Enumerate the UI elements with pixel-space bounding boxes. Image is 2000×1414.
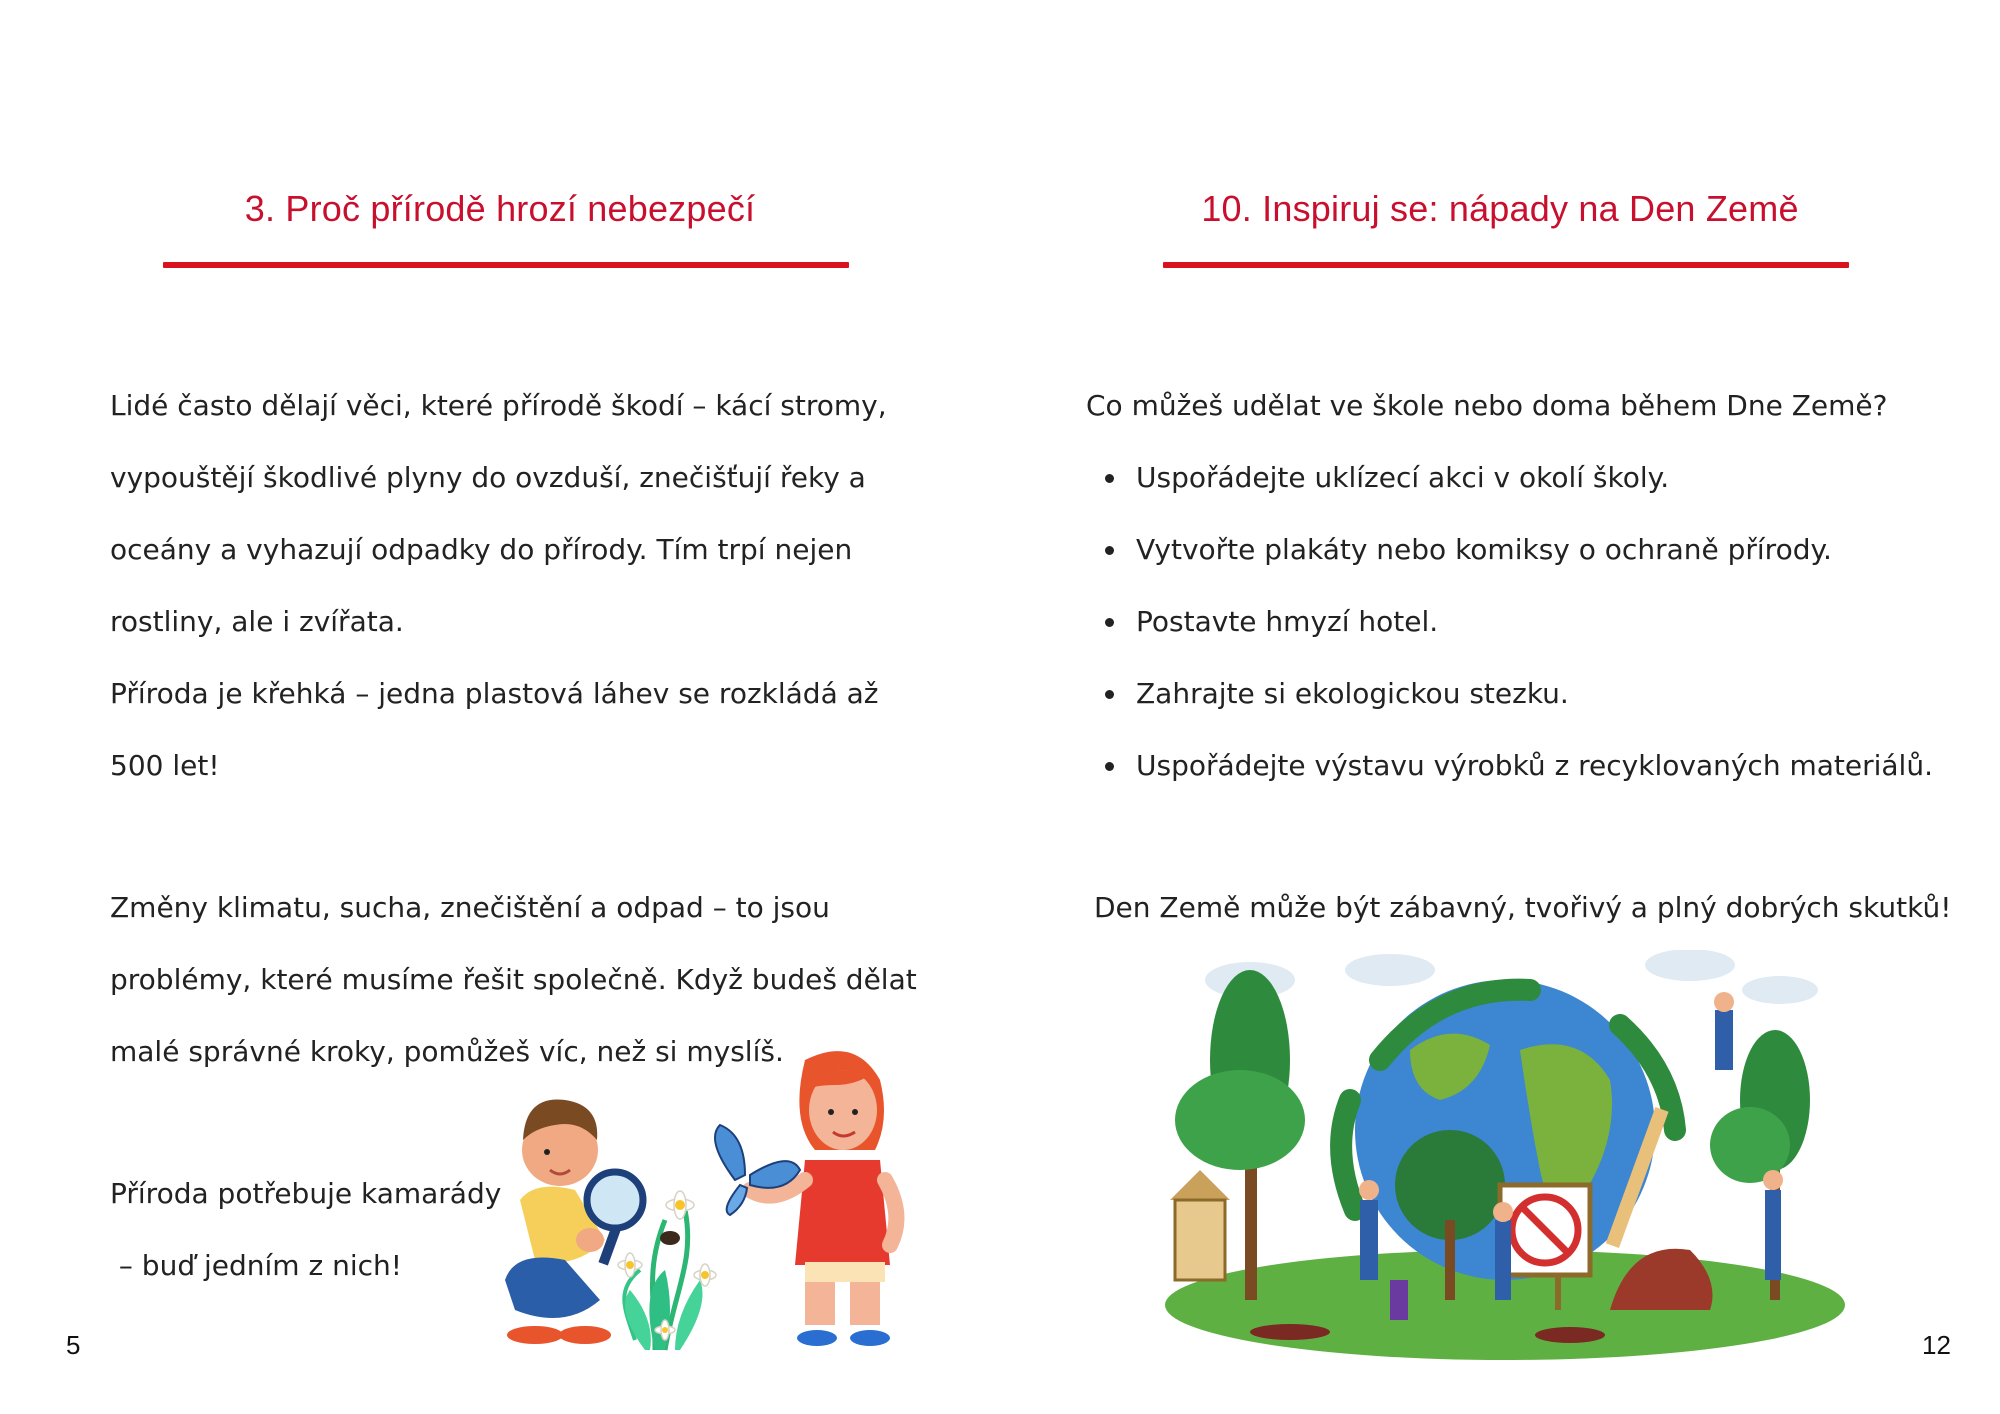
bullet-icon xyxy=(1105,546,1114,555)
list-item-text: Uspořádejte výstavu výrobků z recyklovaných materiálů. xyxy=(1136,749,1933,782)
list-item-text: Postavte hmyzí hotel. xyxy=(1136,605,1439,638)
paragraph-line: oceány a vyhazují odpadky do přírody. Tím trpí nejen xyxy=(110,533,853,566)
paragraph-line: 500 let! xyxy=(110,749,220,782)
bullet-icon xyxy=(1105,618,1114,627)
paragraph-line: – buď jedním z nich! xyxy=(110,1249,402,1282)
bullet-icon xyxy=(1105,474,1114,483)
bullet-icon xyxy=(1105,690,1114,699)
list-item-text: Vytvořte plakáty nebo komiksy o ochraně přírody. xyxy=(1136,533,1832,566)
page-title: 10. Inspiruj se: nápady na Den Země xyxy=(1201,188,1799,229)
page-number: 12 xyxy=(1922,1330,1951,1360)
title-underline xyxy=(1163,262,1849,268)
paragraph-line: Změny klimatu, sucha, znečištění a odpad – to jsou xyxy=(110,891,830,924)
girl-with-butterfly xyxy=(715,1051,896,1346)
closing-text: Den Země může být zábavný, tvořivý a plný dobrých skutků! xyxy=(1094,891,1952,924)
paragraph-line: Lidé často dělají věci, které přírodě škodí – kácí stromy, xyxy=(110,389,887,422)
intro-text: Co můžeš udělat ve škole nebo doma během Dne Země? xyxy=(1086,389,1888,422)
paragraph-line: vypouštějí škodlivé plyny do ovzduší, znečišťují řeky a xyxy=(110,461,866,494)
kids-exploring-nature-illustration xyxy=(505,1040,935,1360)
list-item-text: Uspořádejte uklízecí akci v okolí školy. xyxy=(1136,461,1670,494)
page-number: 5 xyxy=(66,1330,81,1360)
paragraph-line: malé správné kroky, pomůžeš víc, než si myslíš. xyxy=(110,1035,784,1068)
earth-day-illustration xyxy=(1150,950,1870,1360)
title-underline xyxy=(163,262,849,268)
paragraph-line: problémy, které musíme řešit společně. Když budeš dělat xyxy=(110,963,917,996)
bullet-icon xyxy=(1105,762,1114,771)
paragraph-line: Příroda je křehká – jedna plastová láhev se rozkládá až xyxy=(110,677,879,710)
paragraph-line: Příroda potřebuje kamarády xyxy=(110,1177,502,1210)
beetle-icon xyxy=(660,1231,680,1245)
list-item-text: Zahrajte si ekologickou stezku. xyxy=(1136,677,1569,710)
paragraph-line: rostliny, ale i zvířata. xyxy=(110,605,404,638)
boy-with-magnifier xyxy=(505,1100,643,1345)
page-title: 3. Proč přírodě hrozí nebezpečí xyxy=(244,188,756,229)
insect-hotel-icon xyxy=(1170,1170,1230,1280)
right-page xyxy=(1000,0,2000,1414)
